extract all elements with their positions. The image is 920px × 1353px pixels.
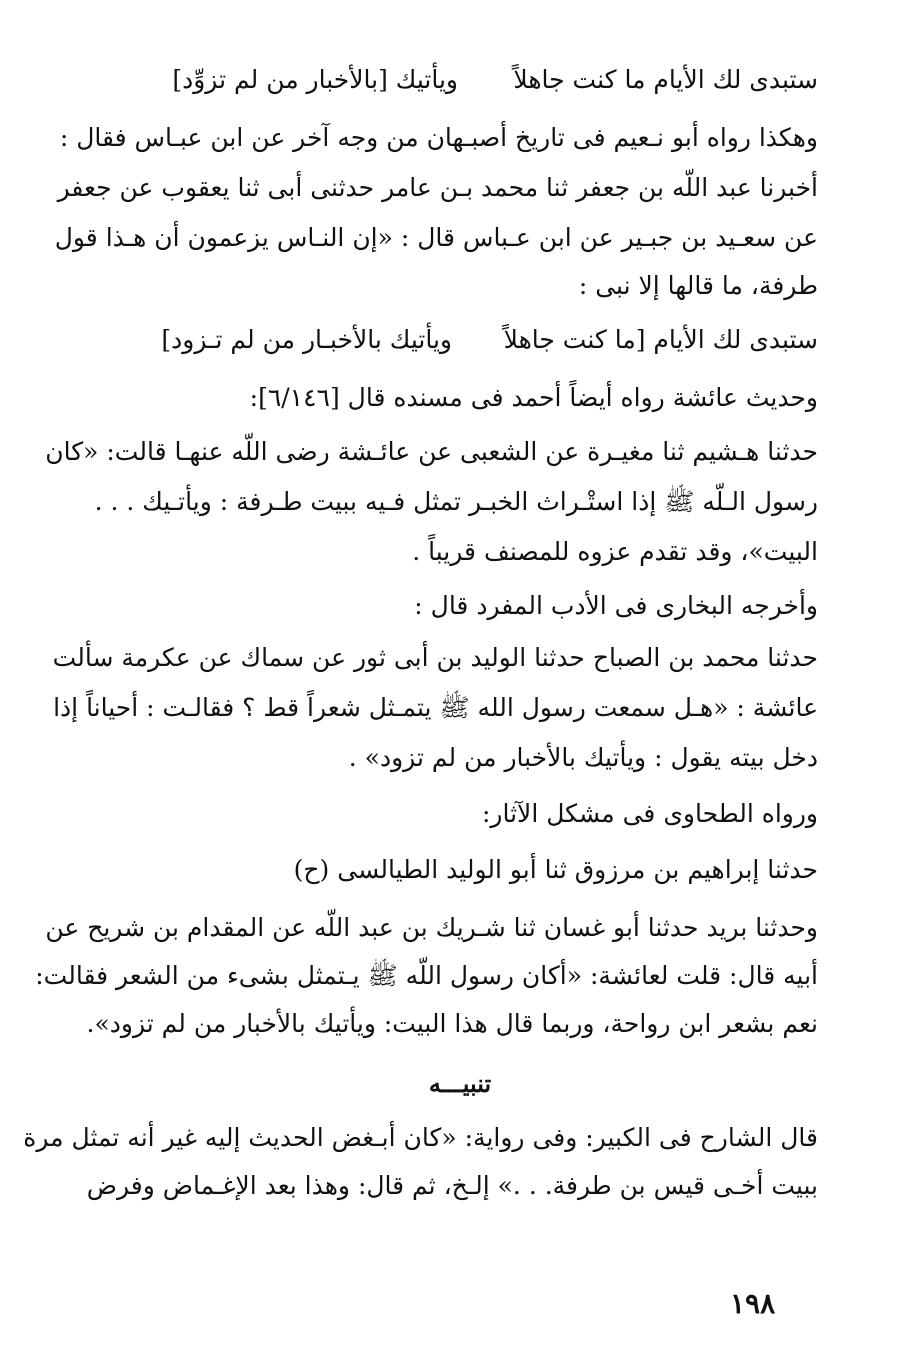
text-line: وهكذا رواه أبو نـعيم فى تاريخ أصبـهان من وجه آخر عن ابن عبـاس فقال : xyxy=(59,123,818,152)
verse-1-right-hemistich: ستبدى لك الأيام ما كنت جاهلاً xyxy=(513,65,818,94)
text-line: حدثنا هـشيم ثنا مغيـرة عن الشعبى عن عائـشة رضى اللّه عنهـا قالت: «كان xyxy=(45,437,818,466)
text-line: ببيت أخـى قيس بن طرفة. . .» إلـخ، ثم قال: وهذا بعد الإغـماض وفرض xyxy=(86,1171,818,1200)
text-line: عائشة : «هـل سمعت رسول الله ﷺ يتمـثل شعراً قط ؟ فقالـت : أحياناً إذا xyxy=(53,693,818,722)
text-line: وأخرجه البخارى فى الأدب المفرد قال : xyxy=(414,591,818,620)
text-line: وحديث عائشة رواه أيضاً أحمد فى مسنده قال [٦/١٤٦]: xyxy=(249,383,818,412)
section-title: تنبيـــه xyxy=(428,1069,492,1098)
verse-2-right-hemistich: ستبدى لك الأيام [ما كنت جاهلاً xyxy=(503,325,818,354)
verse-1-left-hemistich: ويأتيك [بالأخبار من لم تزوِّد] xyxy=(172,65,458,94)
page-number: ١٩٨ xyxy=(730,1287,776,1320)
text-line: قال الشارح فى الكبير: وفى رواية: «كان أبـغض الحديث إليه غير أنه تمثل مرة xyxy=(23,1123,818,1152)
text-line: نعم بشعر ابن رواحة، وربما قال هذا البيت: ويأتيك بالأخبار من لم تزود». xyxy=(86,1009,818,1038)
text-line: رسول الـلّه ﷺ إذا استْـراث الخبـر تمثل فـيه ببيت طـرفة : ويأتـيك . . . xyxy=(94,487,818,516)
text-line: أبيه قال: قلت لعائشة: «أكان رسول اللّه ﷺ يـتمثل بشىء من الشعر فقالت: xyxy=(35,961,818,990)
text-line: ورواه الطحاوى فى مشكل الآثار: xyxy=(481,799,818,828)
text-line: أخبرنا عبد اللّه بن جعفر ثنا محمد بـن عامر حدثنى أبى ثنا يعقوب عن جعفر xyxy=(57,173,818,202)
text-line: دخل بيته يقول : ويأتيك بالأخبار من لم تزود» . xyxy=(348,743,818,772)
text-line: حدثنا إبراهيم بن مرزوق ثنا أبو الوليد الطيالسى (ح) xyxy=(293,855,818,884)
text-line: عن سعـيد بن جبـير عن ابن عـباس قال : «إن النـاس يزعمون أن هـذا قول xyxy=(54,223,818,252)
text-line: وحدثنا بريد حدثنا أبو غسان ثنا شـريك بن عبد اللّه عن المقدام بن شريح عن xyxy=(45,913,818,942)
text-line: حدثنا محمد بن الصباح حدثنا الوليد بن أبى ثور عن سماك عن عكرمة سألت xyxy=(52,643,818,672)
verse-2-left-hemistich: ويأتيك بالأخبـار من لم تـزود] xyxy=(161,325,452,354)
text-line: البيت»، وقد تقدم عزوه للمصنف قريباً . xyxy=(412,537,818,566)
text-line: طرفة، ما قالها إلا نبى : xyxy=(578,271,818,300)
